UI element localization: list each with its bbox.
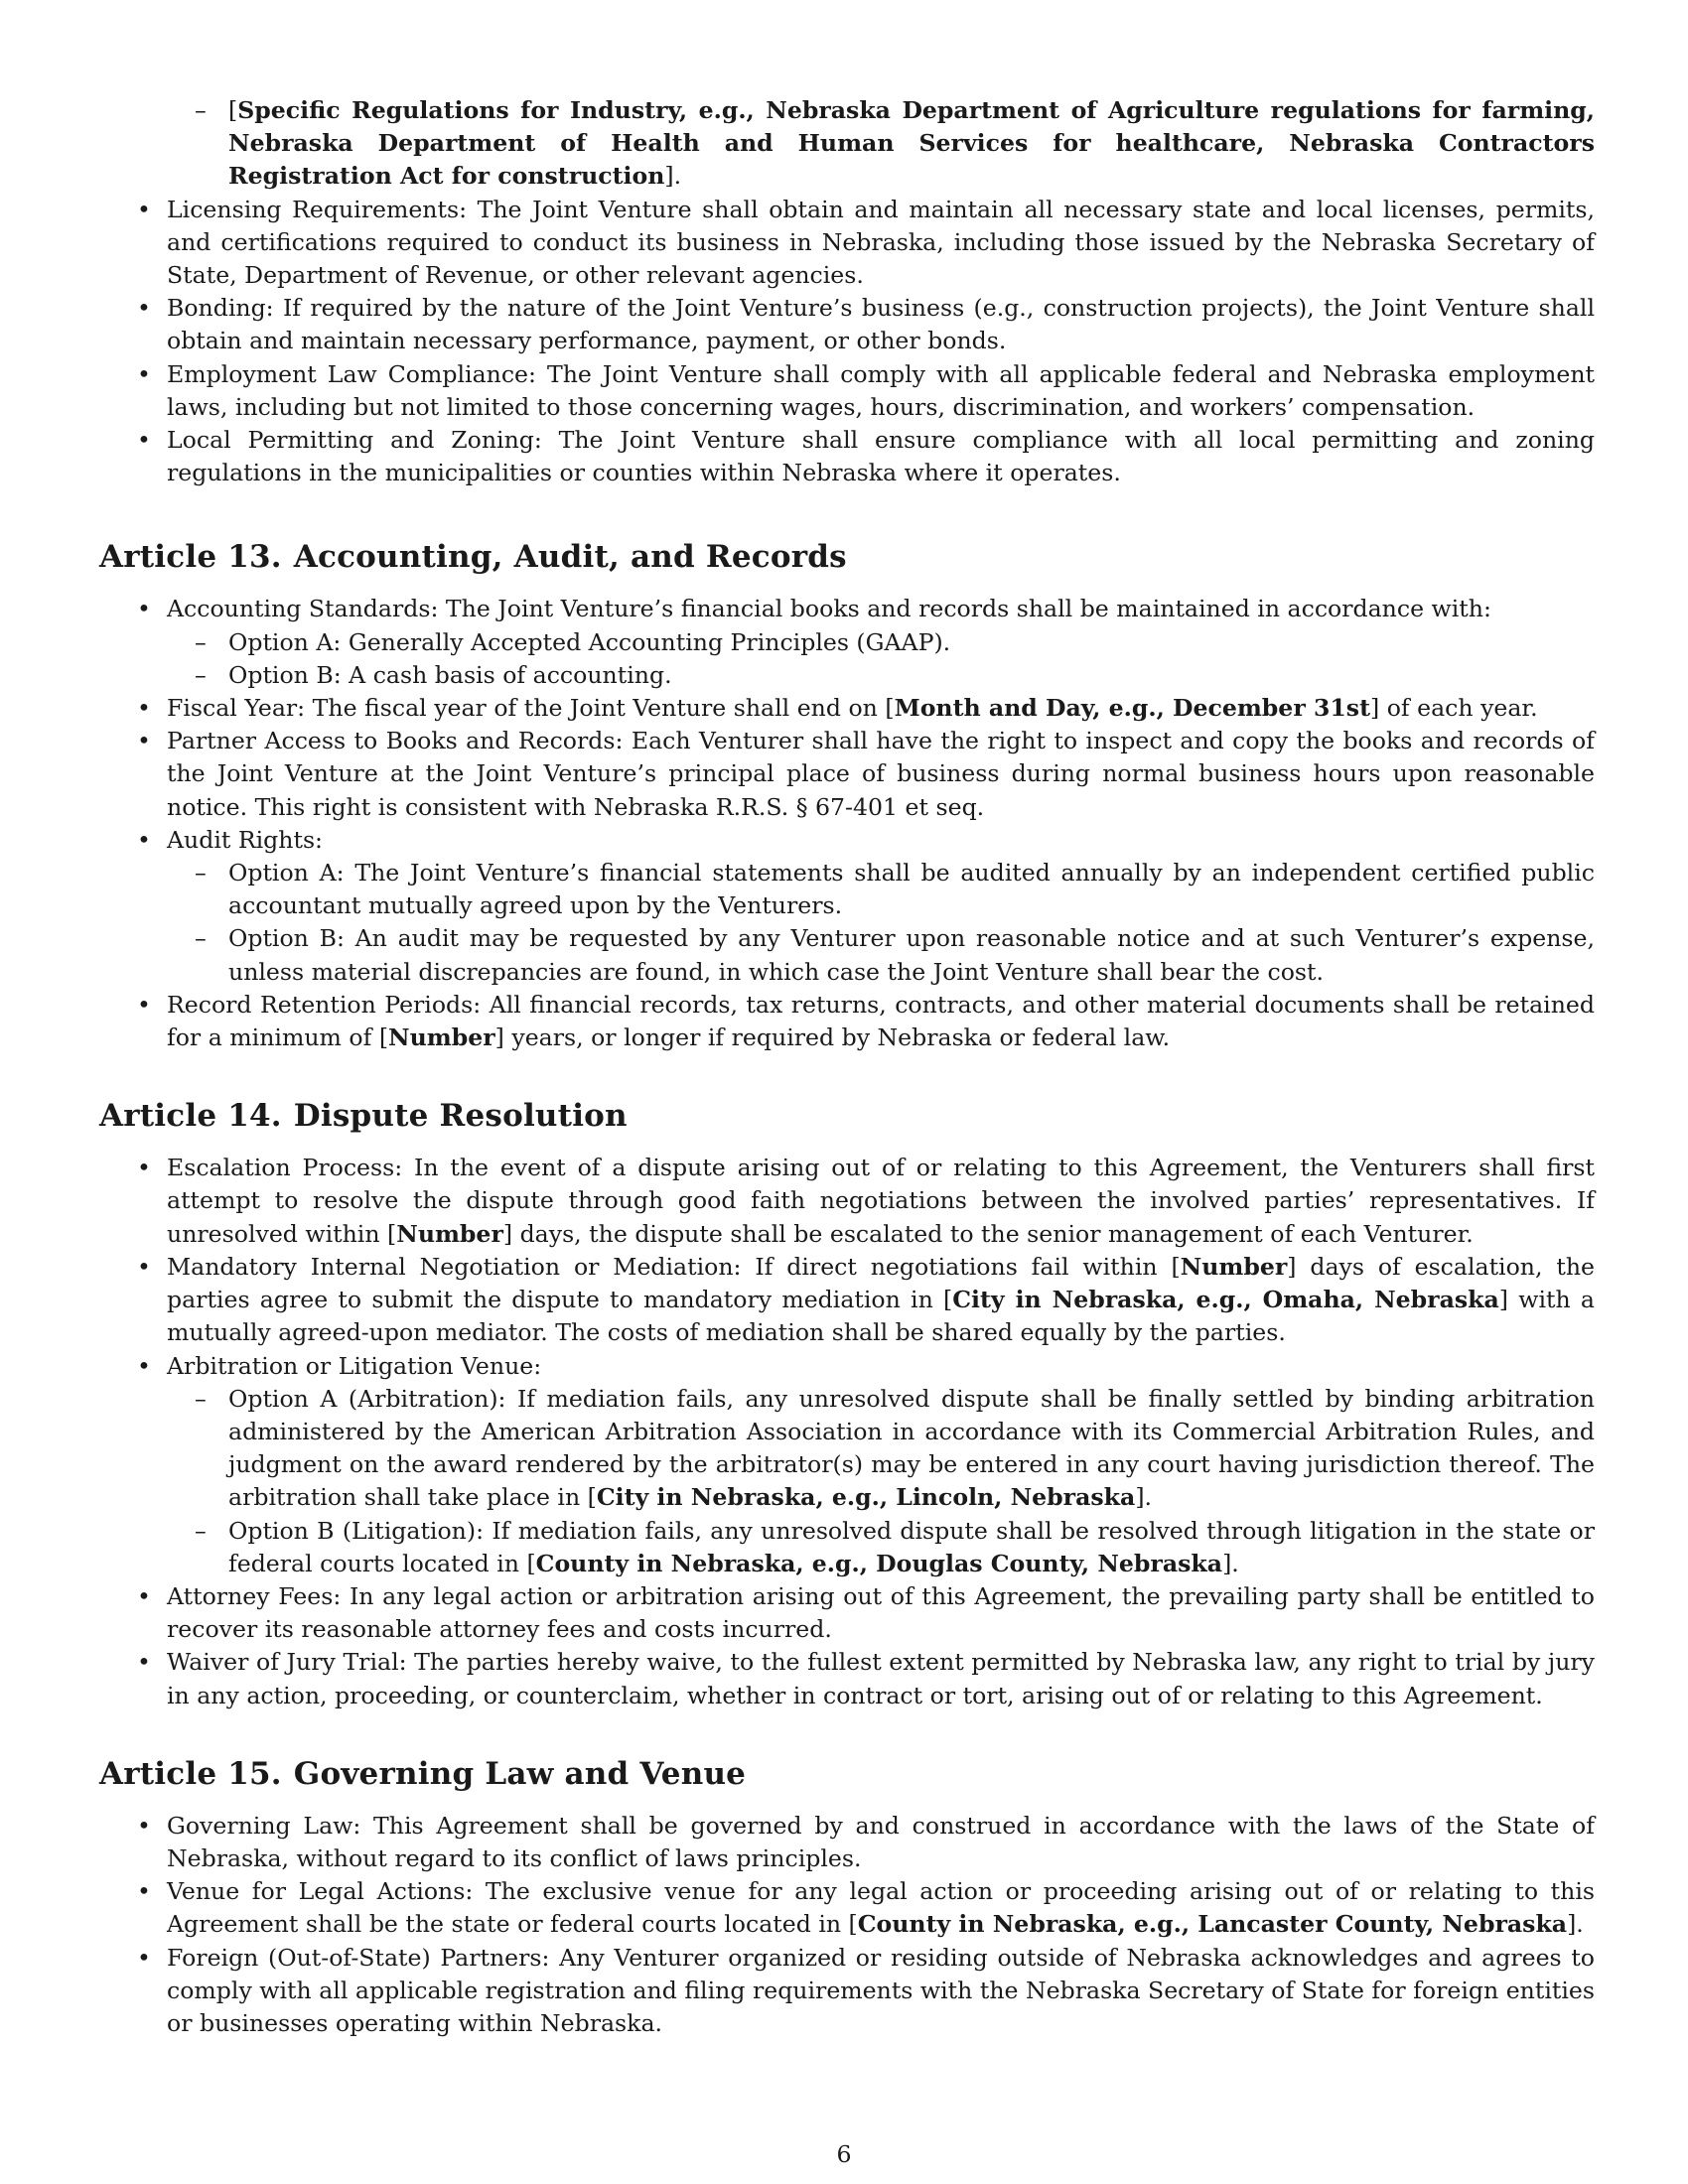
list-item (99, 989, 1595, 1054)
text: ] days of escalation, the parties agree to submit the dispute to mandatory mediation in [ (167, 1252, 1596, 1314)
article-list (99, 1152, 1595, 1711)
article-section (99, 1098, 1595, 1711)
article-heading (99, 539, 1595, 575)
article-section (99, 1756, 1595, 2040)
article-heading (99, 1756, 1595, 1792)
sub-list-item (99, 94, 1595, 194)
article-heading (99, 1098, 1595, 1134)
text: Option B (Litigation): If mediation fails, any unresolved dispute shall be resolved through litigation in the state or federal courts located in [ (228, 1516, 1595, 1577)
sub-list-item (99, 1515, 1595, 1580)
list-item (99, 1350, 1595, 1383)
list-item (99, 1152, 1595, 1251)
text: Option A: The Joint Venture’s financial statements shall be audited annually by an independent certified public accountant mutually agreed upon by the Venturers. (228, 859, 1595, 920)
list-item (99, 1942, 1595, 2041)
list-item (99, 725, 1595, 824)
sub-list-item (99, 1383, 1595, 1515)
article-number: Article 14. (99, 1098, 282, 1135)
text: Foreign (Out-of-State) Partners: Any Venturer organized or residing outside of Nebraska acknowledges and agrees to comply with all applicable registration and filing requirements with the Nebraska Secretary of State for foreign entities or businesses operating within Nebraska. (167, 1943, 1595, 2037)
list-item (99, 358, 1595, 424)
text: ] of each year. (1369, 694, 1538, 723)
sub-list-item (99, 659, 1595, 692)
placeholder-text: City in Nebraska, e.g., Lincoln, Nebraska (596, 1483, 1136, 1512)
list-item (99, 1646, 1595, 1711)
list-item (99, 593, 1595, 625)
list-item (99, 194, 1595, 293)
page-number: 6 (836, 2140, 852, 2168)
article-section (99, 539, 1595, 1054)
article-number: Article 13. (99, 539, 282, 576)
list-item (99, 1580, 1595, 1646)
placeholder-text: Number (1180, 1252, 1288, 1281)
article-list (99, 1810, 1595, 2040)
text: Escalation Process: In the event of a dispute arising out of or relating to this Agreement, the Venturers shall first attempt to resolve the dispute through good faith negotiations between the involved parties’ representatives. If unresolved within [ (167, 1154, 1595, 1248)
text: ]. (1135, 1483, 1153, 1512)
text: Waiver of Jury Trial: The parties hereby waive, to the fullest extent permitted by Nebraska law, any right to trial by jury in any action, proceeding, or counterclaim, whether in contract or tort, arising out of or relating to this Agreement. (167, 1648, 1595, 1709)
list-item (99, 692, 1595, 725)
text: Option B: An audit may be requested by any Venturer upon reasonable notice and at such Venturer’s expense, unless material discrepancies are found, in which case the Joint Venture shall bear the cost. (228, 924, 1595, 986)
list-item (99, 292, 1595, 357)
articles (99, 539, 1595, 2040)
text: Licensing Requirements: The Joint Venture shall obtain and maintain all necessary state and local licenses, permits, and certifications required to conduct its business in Nebraska, including those issued by the Nebraska Secretary of State, Department of Revenue, or other relevant agencies. (167, 195, 1595, 290)
text: Option B: A cash basis of accounting. (228, 660, 672, 689)
text: Bonding: If required by the nature of the Joint Venture’s business (e.g., construction projects), the Joint Venture shall obtain and maintain necessary performance, payment, or other bonds. (167, 294, 1595, 355)
placeholder-text: Number (396, 1219, 503, 1248)
list-item (99, 424, 1595, 489)
text: ] with a mutually agreed-upon mediator. The costs of mediation shall be shared equally by the parties. (167, 1286, 1595, 1347)
list-item (99, 824, 1595, 857)
text: ] days, the dispute shall be escalated to the senior management of each Venturer. (502, 1219, 1474, 1248)
list-item (99, 1875, 1595, 1941)
text: Governing Law: This Agreement shall be governed by and construed in accordance with the laws of the State of Nebraska, without regard to its conflict of laws principles. (167, 1811, 1595, 1872)
list-item (99, 1251, 1595, 1350)
text: [ (228, 96, 238, 124)
list-item (99, 1810, 1595, 1875)
text: Employment Law Compliance: The Joint Venture shall comply with all applicable federal and Nebraska employment laws, including but not limited to those concerning wages, hours, discrimination, and workers’ compensation. (167, 359, 1595, 421)
continued-list (99, 94, 1595, 489)
placeholder-text: Number (388, 1024, 495, 1052)
text: Record Retention Periods: All financial records, tax returns, contracts, and other material documents shall be retained for a minimum of [ (167, 990, 1595, 1052)
article-title: Governing Law and Venue (293, 1755, 747, 1792)
sub-list-item (99, 626, 1595, 659)
text: Venue for Legal Actions: The exclusive venue for any legal action or proceeding arising out of or relating to this Agreement shall be the state or federal courts located in [ (167, 1877, 1595, 1939)
placeholder-text: Specific Regulations for Industry, e.g., Nebraska Department of Agriculture regulations for farming, Nebraska Department of Health and Human Services for healthcare, Nebraska Contractors Registration Act for construction (228, 96, 1595, 191)
article-number: Article 15. (99, 1755, 282, 1792)
text: Accounting Standards: The Joint Venture’s financial books and records shall be maintained in accordance with: (167, 595, 1491, 623)
text: Local Permitting and Zoning: The Joint Venture shall ensure compliance with all local permitting and zoning regulations in the municipalities or counties within Nebraska where it operates. (167, 426, 1595, 487)
placeholder-text: Month and Day, e.g., December 31st (894, 694, 1370, 723)
text: Attorney Fees: In any legal action or arbitration arising out of this Agreement, the prevailing party shall be entitled to recover its reasonable attorney fees and costs incurred. (167, 1581, 1595, 1644)
article-title: Dispute Resolution (293, 1098, 628, 1135)
text: ] years, or longer if required by Nebraska or federal law. (494, 1024, 1171, 1052)
placeholder-text: County in Nebraska, e.g., Douglas County, Nebraska (535, 1549, 1223, 1577)
text: Option A: Generally Accepted Accounting Principles (GAAP). (228, 627, 951, 656)
text: Fiscal Year: The fiscal year of the Joint Venture shall end on [ (167, 694, 895, 723)
document-body (99, 94, 1595, 2040)
placeholder-text: County in Nebraska, e.g., Lancaster County, Nebraska (857, 1910, 1568, 1939)
article-list (99, 593, 1595, 1054)
text: ]. (1222, 1549, 1239, 1577)
article-title: Accounting, Audit, and Records (293, 539, 847, 576)
text: ]. (664, 162, 682, 191)
text: Mandatory Internal Negotiation or Mediation: If direct negotiations fail within [ (167, 1252, 1181, 1281)
text: Option A (Arbitration): If mediation fails, any unresolved dispute shall be finally settled by binding arbitration administered by the American Arbitration Association in accordance with its Commercial Arbitration Rules, and judgment on the award rendered by the arbitrator(s) may be entered in any court having jurisdiction thereof. The arbitration shall take place in [ (228, 1384, 1595, 1512)
text: Arbitration or Litigation Venue: (167, 1351, 542, 1380)
text: Partner Access to Books and Records: Each Venturer shall have the right to inspect and copy the books and records of the Joint Venture at the Joint Venture’s principal place of business during normal business hours upon reasonable notice. This right is consistent with Nebraska R.R.S. § 67-401 et seq. (167, 727, 1595, 821)
text: Audit Rights: (167, 825, 324, 854)
placeholder-text: City in Nebraska, e.g., Omaha, Nebraska (952, 1286, 1499, 1314)
sub-list-item (99, 922, 1595, 988)
sub-list-item (99, 857, 1595, 922)
text: ]. (1567, 1910, 1584, 1939)
